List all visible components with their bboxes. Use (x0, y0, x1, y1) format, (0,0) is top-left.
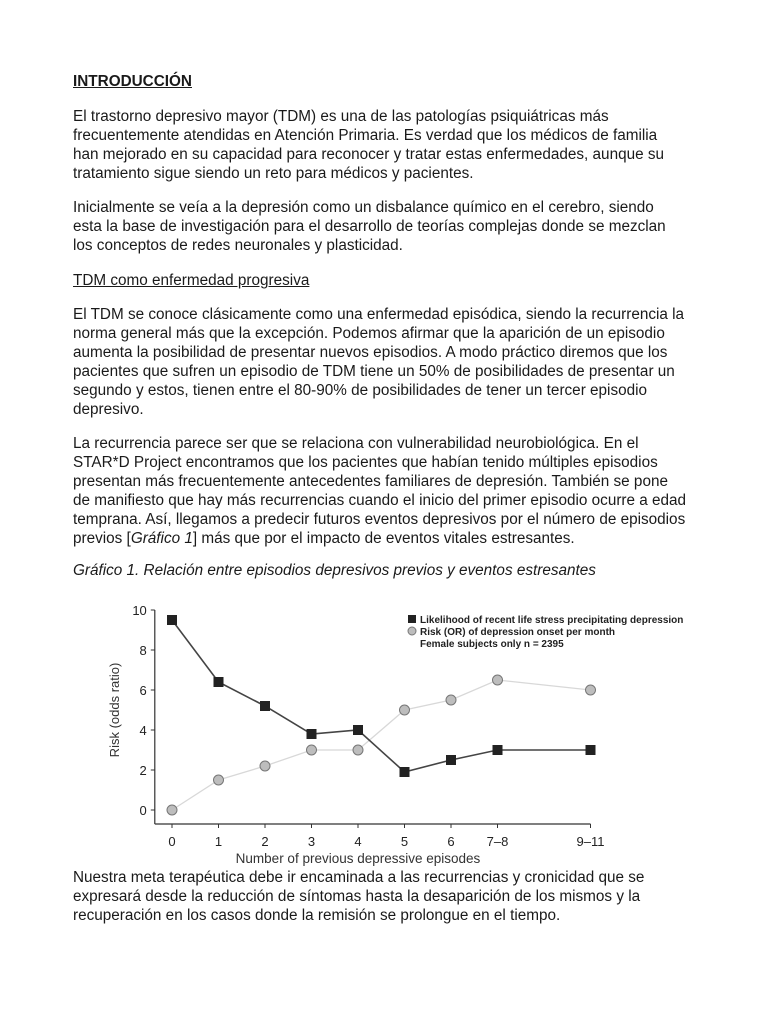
data-point-circle (214, 775, 224, 785)
text-line: temprana. Así, llegamos a predecir futuros eventos depresivos por el número de episodios (73, 511, 686, 528)
data-point-circle (586, 685, 596, 695)
text-line: segundo y estos, tienen entre el 80-90% de posibilidades de tener un tercer episodio (73, 382, 648, 399)
text-line: frecuentemente atendidas en Atención Primaria. Es verdad que los médicos de familia (73, 127, 658, 144)
text-line: expresará desde la reducción de síntomas hasta la desaparición de los mismos y la (73, 888, 641, 905)
y-tick-label: 8 (139, 643, 147, 658)
text-line: tratamiento sigue siendo un reto para médicos y pacientes. (73, 165, 474, 182)
data-point-square (400, 767, 410, 777)
text-line: Inicialmente se veía a la depresión como un disbalance químico en el cerebro, siendo (73, 199, 654, 216)
data-point-circle (493, 675, 503, 685)
data-point-circle (260, 761, 270, 771)
section-heading: INTRODUCCIÓN (73, 73, 192, 90)
y-tick-label: 4 (139, 723, 147, 738)
subheading: TDM como enfermedad progresiva (73, 272, 310, 289)
text-line: depresivo. (73, 401, 144, 418)
text-line: La recurrencia parece ser que se relaciona con vulnerabilidad neurobiológica. En el (73, 435, 639, 452)
text-line: esta la base de investigación para el desarrollo de teorías complejas donde se mezclan (73, 218, 666, 235)
x-tick-label: 4 (354, 834, 362, 849)
data-point-square (353, 725, 363, 735)
data-point-square (167, 615, 177, 625)
text-line: aumenta la posibilidad de presentar nuevos episodios. A modo práctico diremos que los (73, 344, 668, 361)
data-point-square (586, 745, 596, 755)
text-line: El trastorno depresivo mayor (TDM) es una de las patologías psiquiátricas más (73, 108, 609, 125)
data-point-square (214, 677, 224, 687)
text-line: pacientes que sufren un episodio de TDM tiene un 50% de posibilidades de presentar un (73, 363, 675, 380)
text-line: de manifiesto que hay más recurrencias cuando el inicio del primer episodio ocurre a edad (73, 492, 687, 509)
data-point-circle (400, 705, 410, 715)
data-point-square (493, 745, 503, 755)
x-tick-label: 7–8 (486, 834, 509, 849)
x-tick-label: 0 (168, 834, 176, 849)
x-tick-label: 6 (447, 834, 455, 849)
data-point-circle (353, 745, 363, 755)
text: ] más que por el impacto de eventos vitales estresantes. (192, 530, 575, 547)
text-line: los conceptos de redes neuronales y plasticidad. (73, 237, 403, 254)
text-line: recuperación en los casos donde la remisión se prolongue en el tiempo. (73, 907, 561, 924)
figure-reference: Gráfico 1 (130, 530, 193, 547)
text: previos [ (73, 530, 131, 547)
data-point-circle (307, 745, 317, 755)
data-point-circle (167, 805, 177, 815)
x-axis-label: Number of previous depressive episodes (235, 851, 481, 866)
x-tick-label: 1 (214, 834, 223, 849)
text-line: STAR*D Project encontramos que los pacientes que habían tenido múltiples episodios (73, 454, 658, 471)
figure-caption: Gráfico 1. Relación entre episodios depresivos previos y eventos estresantes (73, 562, 596, 579)
y-axis-label: Risk (odds ratio) (106, 662, 122, 758)
text-line: norma general más que la excepción. Podemos afirmar que la aparición de un episodio (73, 325, 665, 342)
text-line: El TDM se conoce clásicamente como una enfermedad episódica, siendo la recurrencia la (73, 306, 685, 323)
x-tick-label: 5 (400, 834, 409, 849)
line-chart (100, 595, 684, 870)
y-tick-label: 2 (139, 763, 147, 778)
paragraph-4-last-line (73, 529, 575, 548)
y-tick-label: 10 (132, 603, 147, 618)
data-point-circle (446, 695, 456, 705)
legend-entry: Likelihood of recent life stress precipitating depression (420, 615, 684, 626)
text-line: presentan más frecuentemente antecedentes familiares de depresión. También se pone (73, 473, 668, 490)
legend-circle-icon (408, 627, 416, 635)
y-tick-label: 0 (139, 803, 147, 818)
data-point-square (260, 701, 270, 711)
text-line: han mejorado en su capacidad para reconocer y tratar estas enfermedades, aunque su (73, 146, 664, 163)
series-line (172, 680, 591, 810)
x-tick-label: 9–11 (576, 834, 605, 849)
data-point-square (307, 729, 317, 739)
x-tick-label: 2 (261, 834, 269, 849)
legend-square-icon (408, 615, 416, 623)
data-point-square (446, 755, 456, 765)
text-line: Nuestra meta terapéutica debe ir encaminada a las recurrencias y cronicidad que se (73, 869, 645, 886)
y-tick-label: 6 (139, 683, 147, 698)
x-tick-label: 3 (307, 834, 316, 849)
legend-entry: Risk (OR) of depression onset per month (420, 627, 616, 638)
legend-note: Female subjects only n = 2395 (420, 639, 564, 650)
